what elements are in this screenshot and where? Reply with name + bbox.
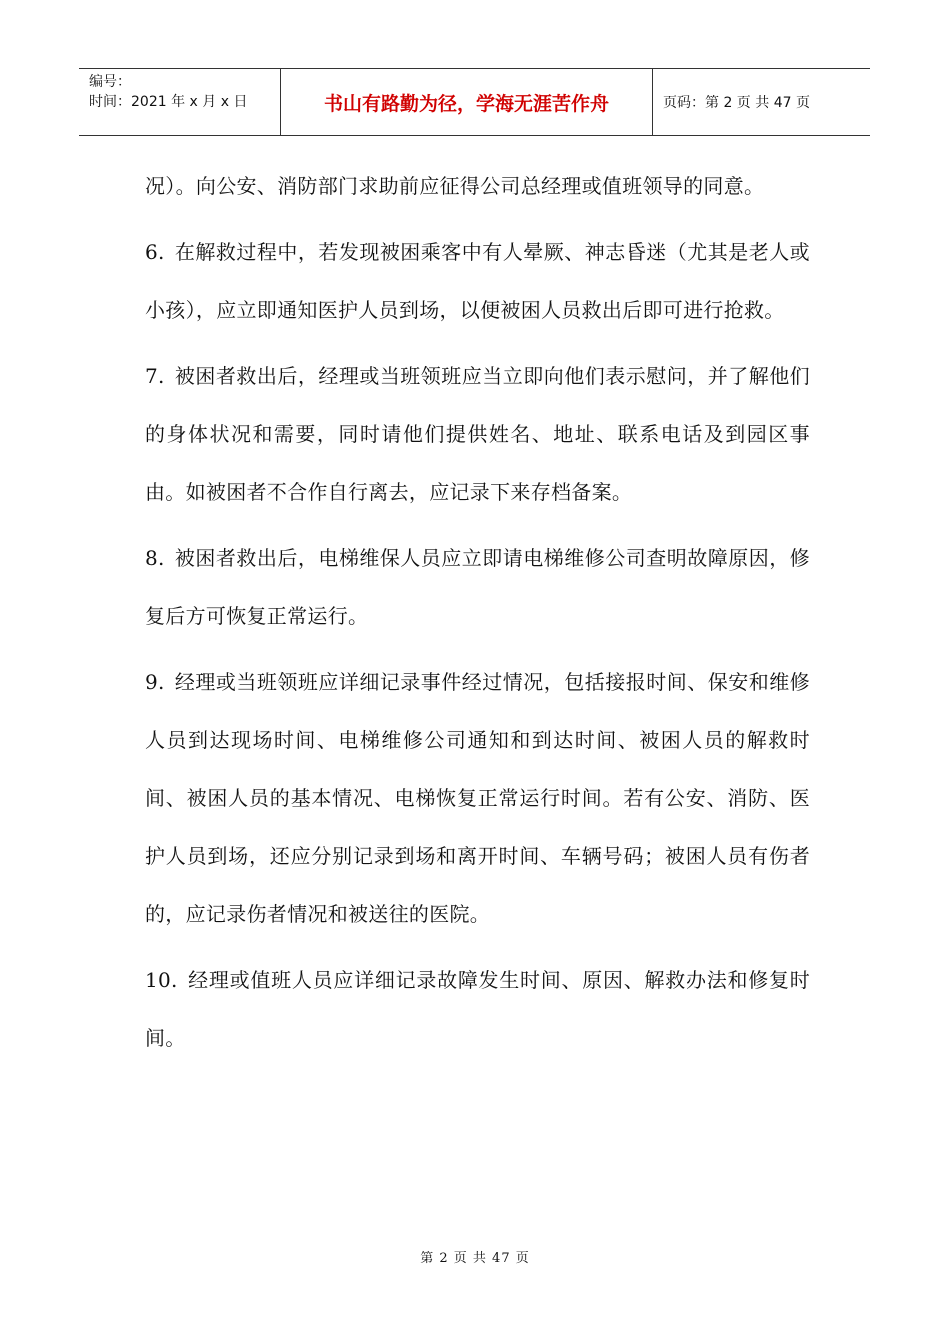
paragraph-text: 在解救过程中，若发现被困乘客中有人晕厥、神志昏迷（尤其是老人或小孩），应立即通知医护人员到场，以便被困人员救出后即可进行抢救。 <box>145 240 810 322</box>
document-body <box>145 157 810 1067</box>
paragraph <box>145 223 810 339</box>
paragraph-text: 况）。向公安、消防部门求助前应征得公司总经理或值班领导的同意。 <box>145 174 765 198</box>
paragraph-number: 6. <box>145 240 165 264</box>
header-page-info: 页码：第 2 页 共 47 页 <box>663 95 810 111</box>
paragraph-text: 经理或值班人员应详细记录故障发生时间、原因、解救办法和修复时间。 <box>145 968 810 1050</box>
paragraph-text: 被困者救出后，经理或当班领班应当立即向他们表示慰问，并了解他们的身体状况和需要，同时请他们提供姓名、地址、联系电话及到园区事由。如被困者不合作自行离去，应记录下来存档备案。 <box>145 364 810 504</box>
paragraph-number: 10. <box>145 968 178 992</box>
page-footer: 第 2 页 共 47 页 <box>420 1251 530 1266</box>
paragraph-number: 8. <box>145 546 165 570</box>
paragraph <box>145 347 810 521</box>
paragraph <box>145 529 810 645</box>
header-meta <box>79 69 281 135</box>
document-date: 时间：2021 年 x 月 x 日 <box>89 94 248 110</box>
header-motto: 书山有路勤为径，学海无涯苦作舟 <box>281 69 653 135</box>
paragraph-number: 9. <box>145 670 165 694</box>
paragraph-text: 被困者救出后，电梯维保人员应立即请电梯维修公司查明故障原因，修复后方可恢复正常运行。 <box>145 546 810 628</box>
document-number-label: 编号： <box>89 74 131 90</box>
paragraph <box>145 951 810 1067</box>
paragraph <box>145 157 810 215</box>
paragraph-number: 7. <box>145 364 165 388</box>
paragraph-text: 经理或当班领班应详细记录事件经过情况，包括接报时间、保安和维修人员到达现场时间、电梯维修公司通知和到达时间、被困人员的解救时间、被困人员的基本情况、电梯恢复正常运行时间。若有公安、消防、医护人员到场，还应分别记录到场和离开时间、车辆号码；被困人员有伤者的，应记录伤者情况和被送往的医院。 <box>145 670 810 926</box>
paragraph <box>145 653 810 943</box>
page-header <box>79 68 870 136</box>
